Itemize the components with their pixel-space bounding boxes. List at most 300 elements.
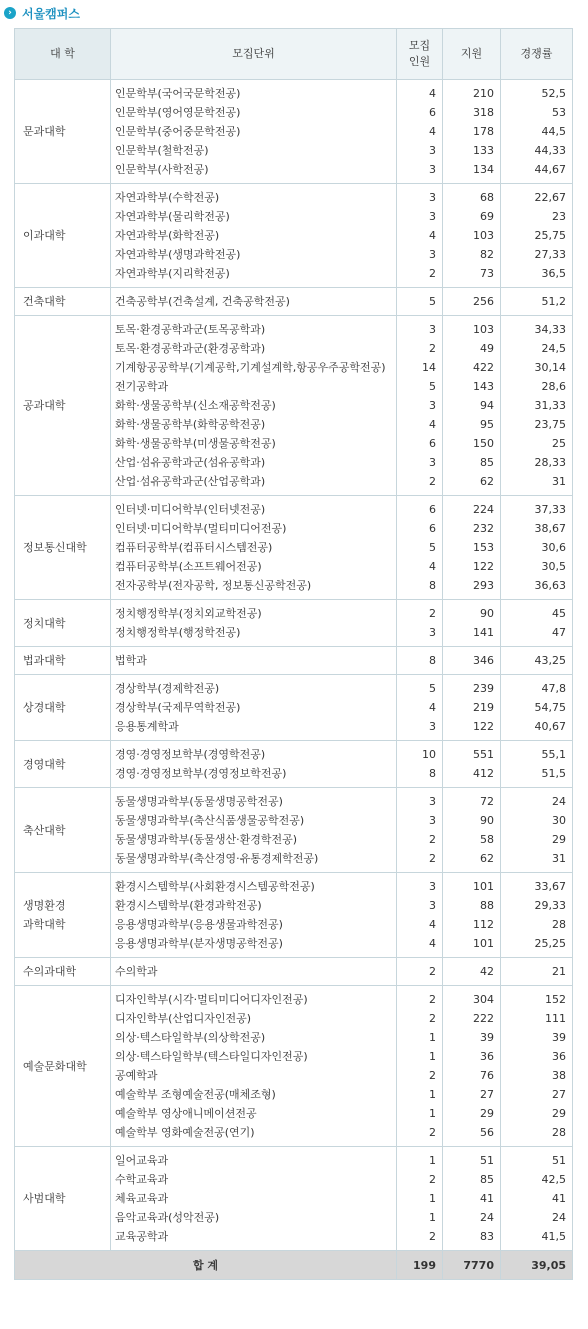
applicants-value: 95 <box>480 418 494 431</box>
ratio-value: 51,5 <box>541 767 566 780</box>
quota-value: 2 <box>429 993 436 1006</box>
applicants-value: 224 <box>473 503 494 516</box>
ratio-value: 23,75 <box>534 418 566 431</box>
ratio-value: 27 <box>552 1088 566 1101</box>
college-name: 축산대학 <box>15 788 111 873</box>
quota-value: 4 <box>429 229 436 242</box>
ratio-cell <box>501 647 573 675</box>
applicants-cell <box>443 496 501 600</box>
applicants-value: 122 <box>473 560 494 573</box>
applicants-value: 133 <box>473 144 494 157</box>
ratio-value: 31 <box>552 852 566 865</box>
unit-name: 자연과학부(수학전공) <box>115 191 220 204</box>
unit-name: 경상학부(국제무역학전공) <box>115 701 241 714</box>
quota-value: 3 <box>429 626 436 639</box>
unit-name: 응용생명과학부(분자생명공학전공) <box>115 937 283 950</box>
unit-name: 산업·섬유공학과군(산업공학과) <box>115 475 266 488</box>
quota-value: 1 <box>429 1211 436 1224</box>
college-group-row <box>15 80 573 184</box>
college-group-row <box>15 288 573 316</box>
applicants-value: 304 <box>473 993 494 1006</box>
quota-value: 3 <box>429 720 436 733</box>
quota-value: 1 <box>429 1088 436 1101</box>
unit-name: 경영·경영정보학부(경영정보학전공) <box>115 767 287 780</box>
applicants-value: 42 <box>480 965 494 978</box>
unit-cell <box>111 986 397 1147</box>
quota-cell <box>397 788 443 873</box>
admission-table <box>14 28 573 1280</box>
unit-cell <box>111 288 397 316</box>
ratio-value: 37,33 <box>534 503 566 516</box>
unit-name: 인문학부(중어중문학전공) <box>115 125 241 138</box>
applicants-value: 36 <box>480 1050 494 1063</box>
unit-name: 수의학과 <box>115 965 158 978</box>
unit-name: 토목·환경공학과군(토목공학과) <box>115 323 266 336</box>
quota-value: 10 <box>422 748 436 761</box>
ratio-cell <box>501 675 573 741</box>
ratio-value: 28,33 <box>534 456 566 469</box>
ratio-value: 30 <box>552 814 566 827</box>
applicants-cell <box>443 80 501 184</box>
ratio-value: 36 <box>552 1050 566 1063</box>
applicants-cell <box>443 184 501 288</box>
ratio-value: 38,67 <box>534 522 566 535</box>
unit-name: 산업·섬유공학과군(섬유공학과) <box>115 456 266 469</box>
ratio-value: 31,33 <box>534 399 566 412</box>
header-ratio: 경쟁률 <box>501 29 573 80</box>
unit-name: 법학과 <box>115 654 147 667</box>
college-group-row <box>15 675 573 741</box>
ratio-value: 36,5 <box>541 267 566 280</box>
unit-name: 인문학부(철학전공) <box>115 144 209 157</box>
applicants-value: 103 <box>473 229 494 242</box>
unit-name: 동물생명과학부(축산식품생물공학전공) <box>115 814 305 827</box>
ratio-value: 29 <box>552 833 566 846</box>
applicants-value: 256 <box>473 295 494 308</box>
applicants-value: 83 <box>480 1230 494 1243</box>
unit-name: 의상·텍스타일학부(텍스타일디자인전공) <box>115 1050 308 1063</box>
applicants-value: 94 <box>480 399 494 412</box>
ratio-value: 44,33 <box>534 144 566 157</box>
applicants-value: 112 <box>473 918 494 931</box>
ratio-value: 41 <box>552 1192 566 1205</box>
unit-cell <box>111 316 397 496</box>
applicants-value: 90 <box>480 607 494 620</box>
ratio-value: 52,5 <box>541 87 566 100</box>
ratio-value: 28,6 <box>541 380 566 393</box>
unit-name: 환경시스템학부(사회환경시스템공학전공) <box>115 880 315 893</box>
unit-cell <box>111 958 397 986</box>
quota-value: 4 <box>429 418 436 431</box>
quota-cell <box>397 1147 443 1251</box>
quota-value: 2 <box>429 1230 436 1243</box>
ratio-value: 51,2 <box>541 295 566 308</box>
unit-cell <box>111 647 397 675</box>
quota-value: 6 <box>429 437 436 450</box>
quota-value: 1 <box>429 1050 436 1063</box>
college-name: 정보통신대학 <box>15 496 111 600</box>
applicants-value: 76 <box>480 1069 494 1082</box>
ratio-cell <box>501 288 573 316</box>
college-name: 이과대학 <box>15 184 111 288</box>
section-header <box>4 4 80 22</box>
quota-value: 5 <box>429 541 436 554</box>
ratio-cell <box>501 184 573 288</box>
college-name: 정치대학 <box>15 600 111 647</box>
applicants-value: 293 <box>473 579 494 592</box>
college-name: 수의과대학 <box>15 958 111 986</box>
applicants-value: 88 <box>480 899 494 912</box>
applicants-cell <box>443 788 501 873</box>
total-row <box>15 1251 573 1280</box>
applicants-cell <box>443 600 501 647</box>
ratio-value: 44,5 <box>541 125 566 138</box>
quota-value: 3 <box>429 323 436 336</box>
applicants-value: 412 <box>473 767 494 780</box>
unit-name: 음악교육과(성악전공) <box>115 1211 220 1224</box>
unit-name: 기계항공공학부(기계공학,기계설계학,항공우주공학전공) <box>115 361 386 374</box>
quota-value: 6 <box>429 106 436 119</box>
quota-value: 3 <box>429 210 436 223</box>
quota-value: 4 <box>429 87 436 100</box>
ratio-value: 41,5 <box>541 1230 566 1243</box>
quota-value: 2 <box>429 965 436 978</box>
ratio-cell <box>501 986 573 1147</box>
applicants-value: 68 <box>480 191 494 204</box>
ratio-value: 36,63 <box>534 579 566 592</box>
applicants-value: 49 <box>480 342 494 355</box>
quota-cell <box>397 600 443 647</box>
ratio-value: 30,14 <box>534 361 566 374</box>
ratio-value: 24 <box>552 795 566 808</box>
quota-value: 4 <box>429 701 436 714</box>
quota-value: 8 <box>429 767 436 780</box>
unit-name: 예술학부 영상애니메이션전공 <box>115 1107 257 1120</box>
quota-value: 4 <box>429 125 436 138</box>
ratio-value: 33,67 <box>534 880 566 893</box>
applicants-value: 210 <box>473 87 494 100</box>
quota-value: 2 <box>429 1126 436 1139</box>
college-group-row <box>15 184 573 288</box>
unit-name: 동물생명과학부(동물생명공학전공) <box>115 795 283 808</box>
quota-value: 5 <box>429 295 436 308</box>
applicants-value: 56 <box>480 1126 494 1139</box>
unit-name: 자연과학부(지리학전공) <box>115 267 230 280</box>
header-college: 대 학 <box>15 29 111 80</box>
quota-cell <box>397 316 443 496</box>
college-name: 상경대학 <box>15 675 111 741</box>
ratio-value: 47 <box>552 626 566 639</box>
unit-name: 인터넷·미디어학부(인터넷전공) <box>115 503 266 516</box>
unit-name: 의상·텍스타일학부(의상학전공) <box>115 1031 266 1044</box>
quota-value: 5 <box>429 380 436 393</box>
applicants-value: 122 <box>473 720 494 733</box>
unit-name: 토목·환경공학과군(환경공학과) <box>115 342 266 355</box>
quota-value: 3 <box>429 399 436 412</box>
header-quota <box>397 29 443 80</box>
unit-name: 인문학부(국어국문학전공) <box>115 87 241 100</box>
quota-value: 3 <box>429 880 436 893</box>
ratio-value: 28 <box>552 1126 566 1139</box>
quota-value: 1 <box>429 1154 436 1167</box>
applicants-value: 90 <box>480 814 494 827</box>
unit-name: 디자인학부(산업디자인전공) <box>115 1012 252 1025</box>
applicants-value: 153 <box>473 541 494 554</box>
ratio-value: 27,33 <box>534 248 566 261</box>
applicants-value: 178 <box>473 125 494 138</box>
quota-value: 2 <box>429 1173 436 1186</box>
quota-value: 14 <box>422 361 436 374</box>
ratio-value: 30,6 <box>541 541 566 554</box>
quota-cell <box>397 288 443 316</box>
college-name: 건축대학 <box>15 288 111 316</box>
ratio-cell <box>501 316 573 496</box>
applicants-value: 141 <box>473 626 494 639</box>
college-group-row <box>15 1147 573 1251</box>
unit-name: 응용생명과학부(응용생물과학전공) <box>115 918 283 931</box>
applicants-cell <box>443 647 501 675</box>
applicants-value: 103 <box>473 323 494 336</box>
applicants-value: 346 <box>473 654 494 667</box>
ratio-value: 111 <box>545 1012 566 1025</box>
applicants-cell <box>443 288 501 316</box>
unit-name: 교육공학과 <box>115 1230 169 1243</box>
total-applicants: 7770 <box>443 1251 501 1280</box>
ratio-value: 38 <box>552 1069 566 1082</box>
quota-value: 3 <box>429 144 436 157</box>
quota-cell <box>397 873 443 958</box>
unit-name: 예술학부 영화예술전공(연기) <box>115 1126 255 1139</box>
ratio-value: 34,33 <box>534 323 566 336</box>
ratio-value: 40,67 <box>534 720 566 733</box>
unit-cell <box>111 741 397 788</box>
ratio-value: 45 <box>552 607 566 620</box>
ratio-value: 21 <box>552 965 566 978</box>
applicants-value: 143 <box>473 380 494 393</box>
applicants-value: 51 <box>480 1154 494 1167</box>
quota-cell <box>397 986 443 1147</box>
unit-name: 자연과학부(생명과학전공) <box>115 248 241 261</box>
header-unit: 모집단위 <box>111 29 397 80</box>
ratio-value: 39 <box>552 1031 566 1044</box>
applicants-value: 58 <box>480 833 494 846</box>
unit-name: 공예학과 <box>115 1069 158 1082</box>
college-group-row <box>15 600 573 647</box>
unit-name: 일어교육과 <box>115 1154 169 1167</box>
applicants-value: 73 <box>480 267 494 280</box>
college-name: 경영대학 <box>15 741 111 788</box>
applicants-value: 551 <box>473 748 494 761</box>
quota-value: 2 <box>429 1012 436 1025</box>
applicants-cell <box>443 986 501 1147</box>
college-group-row <box>15 986 573 1147</box>
applicants-cell <box>443 316 501 496</box>
applicants-cell <box>443 675 501 741</box>
quota-value: 5 <box>429 682 436 695</box>
quota-value: 6 <box>429 503 436 516</box>
unit-name: 경영·경영정보학부(경영학전공) <box>115 748 266 761</box>
applicants-value: 62 <box>480 475 494 488</box>
college-group-row <box>15 788 573 873</box>
applicants-value: 239 <box>473 682 494 695</box>
college-name: 법과대학 <box>15 647 111 675</box>
quota-value: 8 <box>429 579 436 592</box>
ratio-value: 29,33 <box>534 899 566 912</box>
unit-name: 자연과학부(물리학전공) <box>115 210 230 223</box>
chevron-right-icon: › <box>4 7 16 19</box>
ratio-value: 43,25 <box>534 654 566 667</box>
quota-value: 3 <box>429 814 436 827</box>
applicants-value: 39 <box>480 1031 494 1044</box>
applicants-value: 69 <box>480 210 494 223</box>
applicants-value: 24 <box>480 1211 494 1224</box>
quota-value: 3 <box>429 795 436 808</box>
applicants-value: 29 <box>480 1107 494 1120</box>
applicants-value: 85 <box>480 1173 494 1186</box>
college-group-row <box>15 741 573 788</box>
applicants-value: 422 <box>473 361 494 374</box>
quota-value: 2 <box>429 607 436 620</box>
quota-cell <box>397 647 443 675</box>
ratio-value: 30,5 <box>541 560 566 573</box>
applicants-value: 222 <box>473 1012 494 1025</box>
college-name: 예술문화대학 <box>15 986 111 1147</box>
ratio-value: 51 <box>552 1154 566 1167</box>
unit-name: 화학·생물공학부(화학공학전공) <box>115 418 266 431</box>
quota-value: 2 <box>429 833 436 846</box>
section-title: 서울캠퍼스 <box>22 6 80 21</box>
ratio-value: 25,25 <box>534 937 566 950</box>
applicants-cell <box>443 873 501 958</box>
quota-value: 4 <box>429 560 436 573</box>
quota-value: 4 <box>429 937 436 950</box>
quota-value: 1 <box>429 1031 436 1044</box>
college-group-row <box>15 496 573 600</box>
quota-value: 1 <box>429 1192 436 1205</box>
unit-name: 예술학부 조형예술전공(매체조형) <box>115 1088 276 1101</box>
unit-name: 화학·생물공학부(미생물공학전공) <box>115 437 276 450</box>
unit-name: 동물생명과학부(동물생산·환경학전공) <box>115 833 298 846</box>
applicants-value: 41 <box>480 1192 494 1205</box>
college-group-row <box>15 958 573 986</box>
ratio-value: 31 <box>552 475 566 488</box>
unit-name: 전기공학과 <box>115 380 169 393</box>
header-quota-line1: 모집 <box>408 39 431 52</box>
quota-cell <box>397 675 443 741</box>
unit-cell <box>111 80 397 184</box>
applicants-cell <box>443 741 501 788</box>
total-ratio: 39,05 <box>501 1251 573 1280</box>
college-group-row <box>15 647 573 675</box>
unit-cell <box>111 184 397 288</box>
unit-name: 수학교육과 <box>115 1173 169 1186</box>
quota-cell <box>397 80 443 184</box>
unit-name: 환경시스템학부(환경과학전공) <box>115 899 262 912</box>
ratio-value: 24,5 <box>541 342 566 355</box>
applicants-value: 101 <box>473 937 494 950</box>
ratio-cell <box>501 958 573 986</box>
header-quota-line2: 인원 <box>408 55 431 68</box>
applicants-value: 219 <box>473 701 494 714</box>
unit-name: 인문학부(영어영문학전공) <box>115 106 241 119</box>
applicants-value: 27 <box>480 1088 494 1101</box>
unit-name: 경상학부(경제학전공) <box>115 682 220 695</box>
unit-name: 디자인학부(시각·멀티미디어디자인전공) <box>115 993 308 1006</box>
quota-value: 2 <box>429 267 436 280</box>
ratio-cell <box>501 600 573 647</box>
unit-name: 동물생명과학부(축산경영·유통경제학전공) <box>115 852 319 865</box>
header-applicants: 지원 <box>443 29 501 80</box>
college-group-row <box>15 873 573 958</box>
unit-cell <box>111 788 397 873</box>
ratio-value: 54,75 <box>534 701 566 714</box>
ratio-value: 55,1 <box>541 748 566 761</box>
unit-name: 인문학부(사학전공) <box>115 163 209 176</box>
quota-value: 1 <box>429 1107 436 1120</box>
unit-cell <box>111 873 397 958</box>
ratio-value: 47,8 <box>541 682 566 695</box>
unit-name: 컴퓨터공학부(소프트웨어전공) <box>115 560 262 573</box>
ratio-value: 152 <box>545 993 566 1006</box>
ratio-value: 25 <box>552 437 566 450</box>
quota-value: 2 <box>429 342 436 355</box>
quota-value: 2 <box>429 475 436 488</box>
unit-name: 건축공학부(건축설계, 건축공학전공) <box>115 295 290 308</box>
quota-value: 2 <box>429 1069 436 1082</box>
total-quota: 199 <box>397 1251 443 1280</box>
ratio-cell <box>501 496 573 600</box>
quota-cell <box>397 184 443 288</box>
applicants-cell <box>443 1147 501 1251</box>
ratio-value: 44,67 <box>534 163 566 176</box>
ratio-value: 22,67 <box>534 191 566 204</box>
applicants-value: 85 <box>480 456 494 469</box>
unit-name: 정치행정학부(정치외교학전공) <box>115 607 262 620</box>
applicants-value: 62 <box>480 852 494 865</box>
unit-name: 자연과학부(화학전공) <box>115 229 220 242</box>
quota-value: 3 <box>429 456 436 469</box>
quota-cell <box>397 496 443 600</box>
applicants-value: 150 <box>473 437 494 450</box>
unit-cell <box>111 1147 397 1251</box>
ratio-value: 28 <box>552 918 566 931</box>
quota-value: 2 <box>429 852 436 865</box>
quota-value: 3 <box>429 248 436 261</box>
quota-value: 4 <box>429 918 436 931</box>
unit-cell <box>111 496 397 600</box>
ratio-value: 29 <box>552 1107 566 1120</box>
quota-value: 3 <box>429 163 436 176</box>
ratio-value: 25,75 <box>534 229 566 242</box>
total-label: 합 계 <box>15 1251 397 1280</box>
unit-name: 인터넷·미디어학부(멀티미디어전공) <box>115 522 287 535</box>
ratio-cell <box>501 741 573 788</box>
college-name: 문과대학 <box>15 80 111 184</box>
ratio-value: 42,5 <box>541 1173 566 1186</box>
applicants-value: 82 <box>480 248 494 261</box>
college-group-row <box>15 316 573 496</box>
unit-cell <box>111 675 397 741</box>
quota-cell <box>397 741 443 788</box>
ratio-cell <box>501 80 573 184</box>
ratio-cell <box>501 873 573 958</box>
applicants-value: 318 <box>473 106 494 119</box>
quota-value: 6 <box>429 522 436 535</box>
unit-name: 전자공학부(전자공학, 정보통신공학전공) <box>115 579 312 592</box>
unit-name: 체육교육과 <box>115 1192 169 1205</box>
unit-name: 정치행정학부(행정학전공) <box>115 626 241 639</box>
unit-name: 화학·생물공학부(신소재공학전공) <box>115 399 276 412</box>
